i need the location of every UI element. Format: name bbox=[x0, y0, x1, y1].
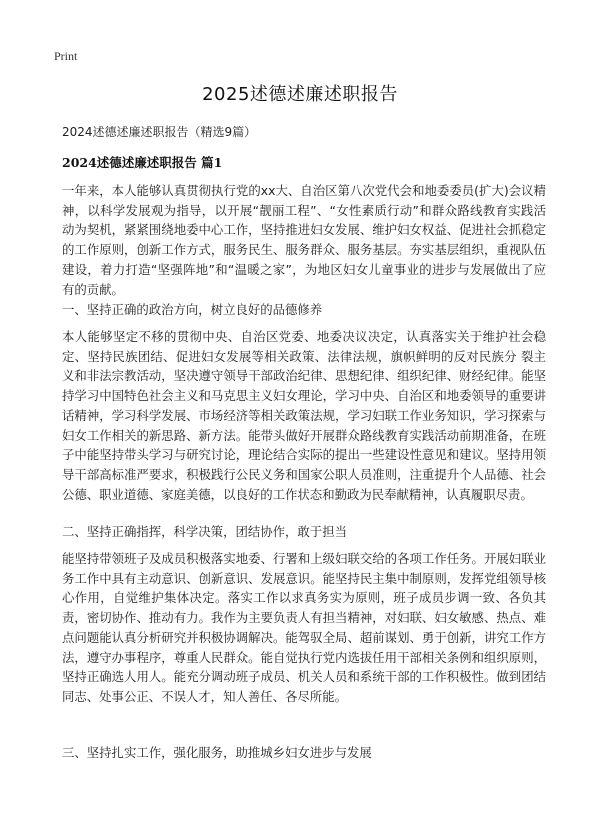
document-subtitle: 2024述德述廉述职报告（精选9篇） bbox=[62, 125, 257, 139]
body-paragraph-intro: 一年来，本人能够认真贯彻执行党的xx大、自治区第八次党代会和地委委员(扩大)会议精神，以科学发展观为指导，以开展“靓丽工程”、“女性素质行动”和群众路线教育实践活动为契机，紧紧围绕地委中心工作，坚持推进妇女发展、维护妇女权益、促进社会抓稳定的工作原则，创新工作方式，服务民生、服务群众、服务基层。夯实基层组织，重视队伍建设，着力打造“坚强阵地”和“温暖之家”，为地区妇女儿童事业的进步与发展做出了应有的贡献。 bbox=[62, 183, 546, 297]
section-heading: 2024述德述廉述职报告 篇1 bbox=[62, 155, 223, 170]
subheading-leadership: 二、坚持正确指挥，科学决策，团结协作，敢于担当 bbox=[62, 524, 347, 539]
subheading-service: 三、坚持扎实工作，强化服务，助推城乡妇女进步与发展 bbox=[62, 745, 372, 760]
body-paragraph-leadership: 能坚持带领班子及成员积极落实地委、行署和上级妇联交给的各项工作任务。开展妇联业务工作中具有主动意识、创新意识、发展意识。能坚持民主集中制原则，发挥党组领导核心作用，自觉维护集体决定。落实工作以求真务实为原则，班子成员步调一致、各负其责，密切协作、推动有力。我作为主要负责人有担当精神，对妇联、妇女敏感、热点、难点问题能认真分析研究并积极协调解决。能驾驭全局、超前谋划、勇于创新，讲究工作方法，遵守办事程序，尊重人民群众。能自觉执行党内选拔任用干部相关条例和组织原则，坚持正确选人用人。能充分调动班子成员、机关人员和系统干部的工作积极性。做到团结同志、处事公正、不误人才，知人善任、各尽所能。 bbox=[62, 551, 546, 704]
document-title: 2025述德述廉述职报告 bbox=[202, 84, 398, 105]
body-paragraph-political: 本人能够坚定不移的贯彻中央、自治区党委、地委决议决定，认真落实关于维护社会稳定、坚持民族团结、促进妇女发展等相关政策、法律法规，旗帜鲜明的反对民族分 裂主义和非法宗教活动，坚决遵守领导干部政治纪律、思想纪律、组织纪律、财经纪律。能坚持学习中国特色社会主义和马克思主义妇女理论，学习中央、自治区和地委领导的重要讲话精神，学习科学发展、市场经济等相关政策法规，学习妇联工作业务知识，学习探索与妇女工作相关的新思路、新方法。能带头做好开展群众路线教育实践活动前期准备，在班子中能坚持带头学习与研究讨论，理论结合实际的提出一些建设性意见和建议。坚持用领导干部高标准严要求，积极践行公民义务和国家公职人员准则，注重提升个人品德、社会公德、职业道德、家庭美德，以良好的工作状态和勤政为民奉献精神，认真履职尽责。 bbox=[62, 329, 546, 502]
print-label: Print bbox=[54, 49, 78, 63]
subheading-political-direction: 一、坚持正确的政治方向，树立良好的品德修养 bbox=[62, 302, 323, 317]
